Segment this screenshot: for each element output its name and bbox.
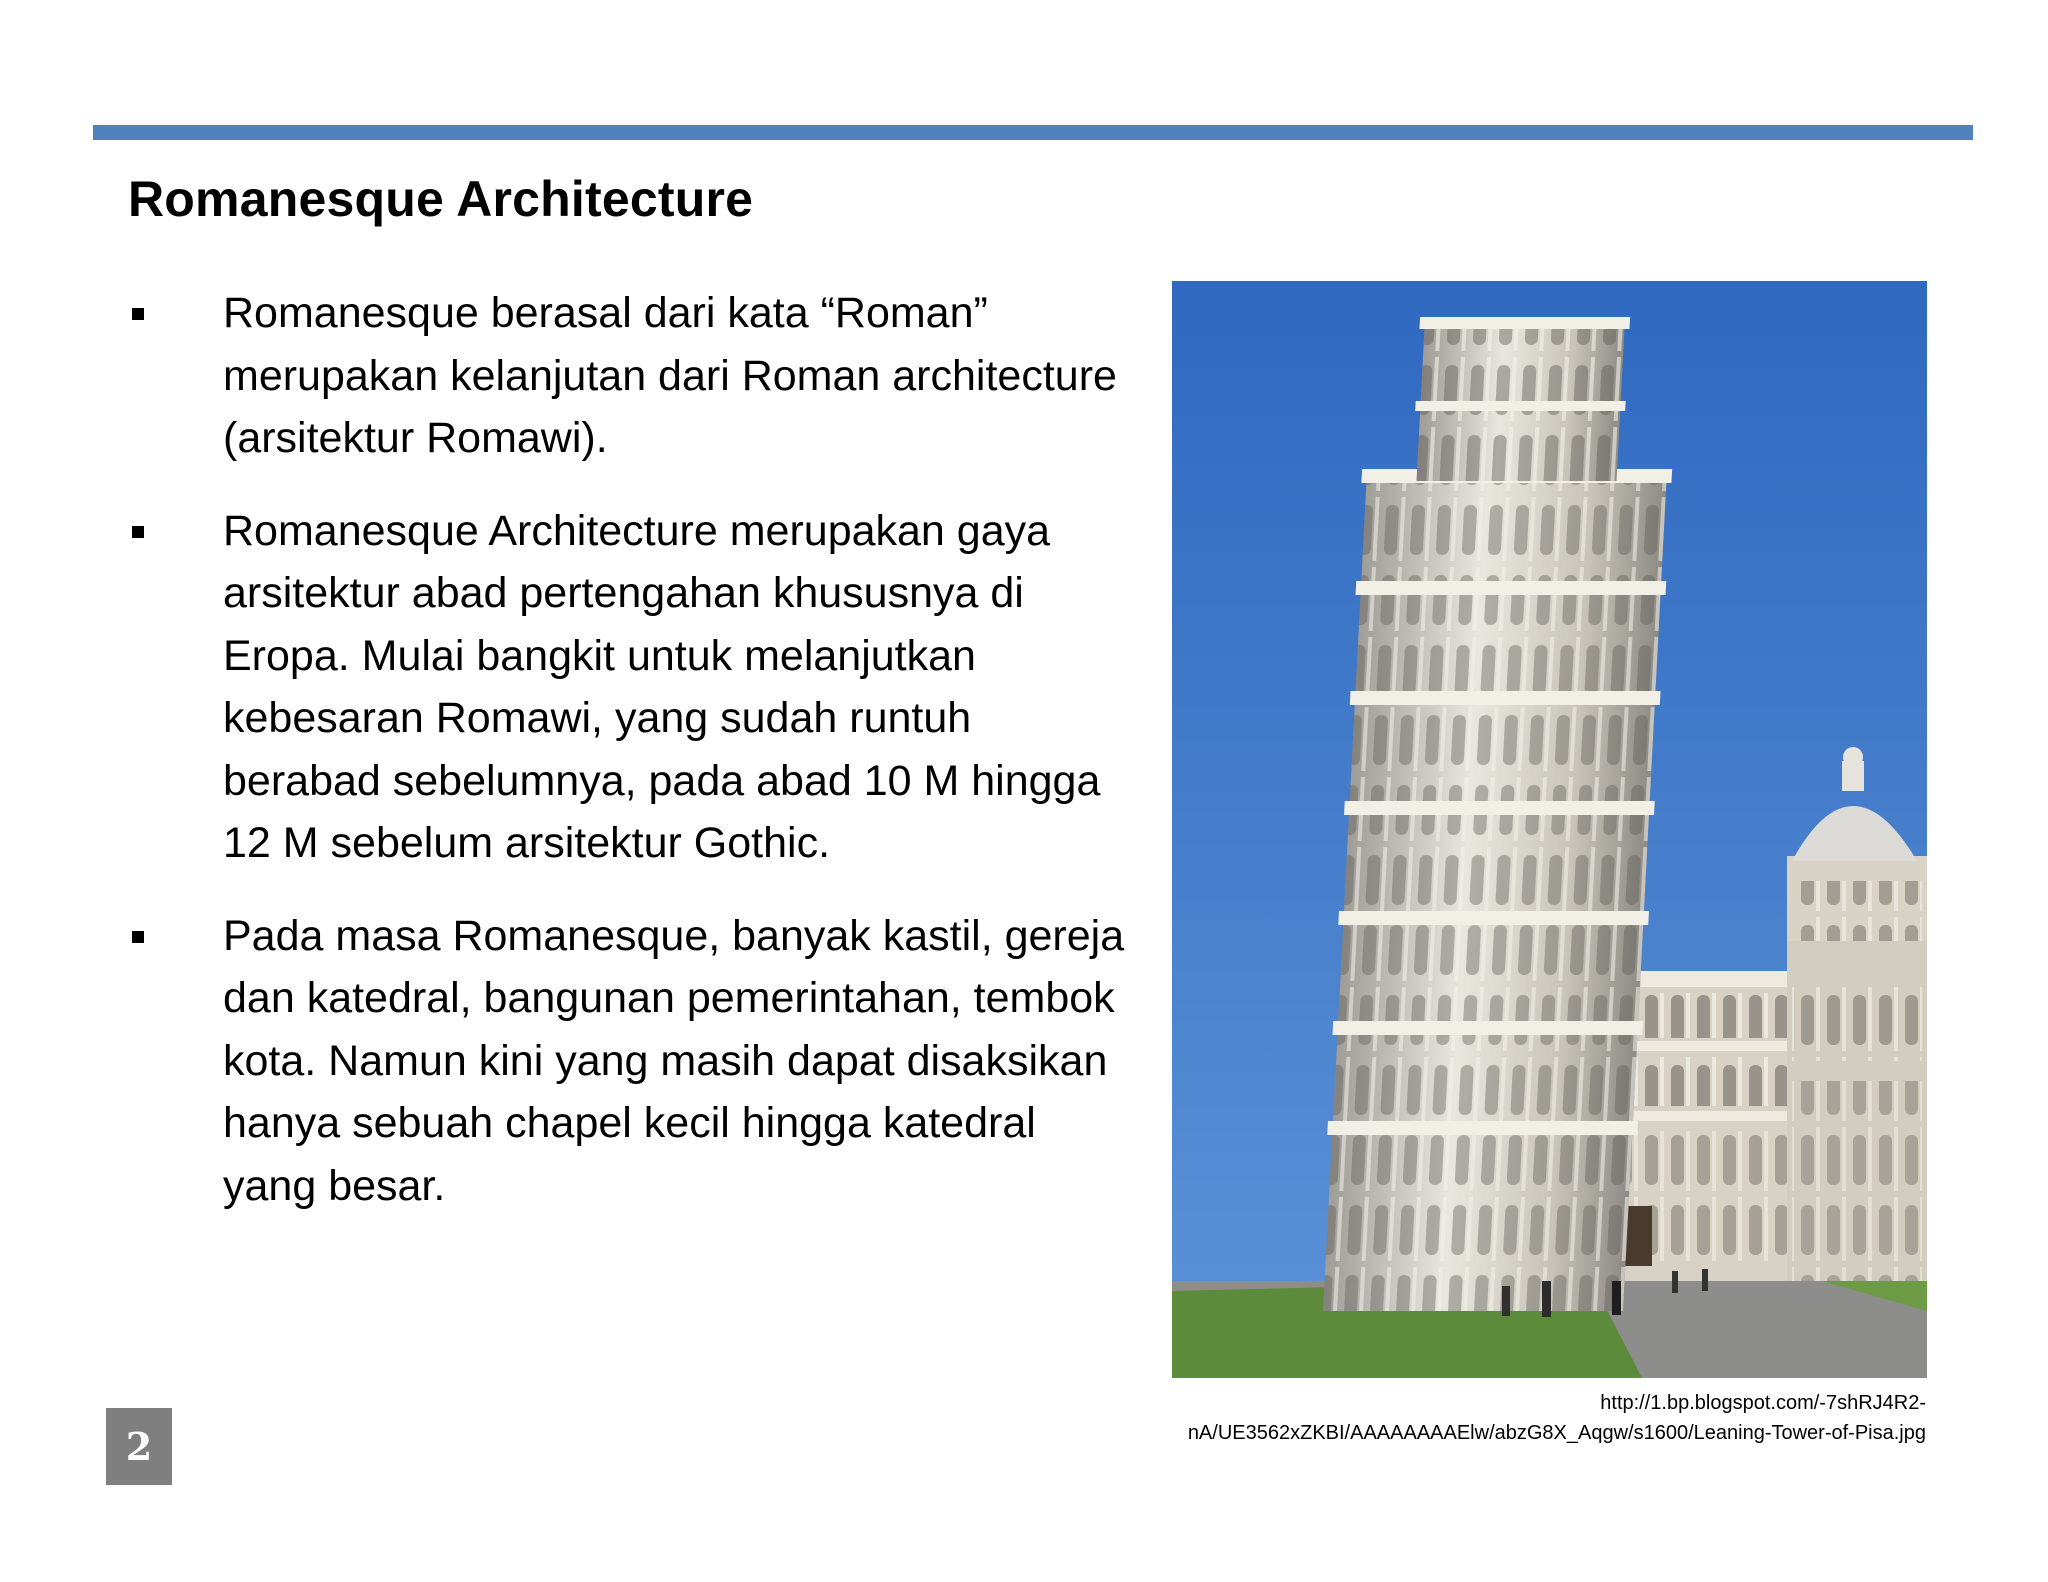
- square-bullet-icon: [132, 308, 144, 320]
- bullet-text: Pada masa Romanesque, banyak kastil, gereja dan katedral, bangunan pemerintahan, tembok kota. Namun kini yang masih dapat disaksikan hanya sebuah chapel kecil hingga katedral yang besar.: [223, 911, 1125, 1210]
- bullet-item: [128, 905, 1128, 1218]
- leaning-tower-photo: [1172, 281, 1927, 1378]
- image-source-caption: [1026, 1388, 1926, 1448]
- bullet-text: Romanesque Architecture merupakan gaya arsitektur abad pertengahan khususnya di Eropa. Mulai bangkit untuk melanjutkan kebesaran Romawi, yang sudah runtuh berabad sebelumnya, pada abad 10 M hingga 12 M sebelum arsitektur Gothic.: [223, 506, 1101, 867]
- slide-title: Romanesque Architecture: [128, 171, 754, 227]
- bullet-item: [128, 282, 1128, 470]
- top-accent-bar: [93, 125, 1973, 140]
- bullet-item: [128, 500, 1128, 875]
- page-number-badge: 2: [106, 1408, 172, 1485]
- bullet-text: Romanesque berasal dari kata “Roman” merupakan kelanjutan dari Roman architecture (arsitektur Romawi).: [223, 289, 1117, 462]
- caption-line: nA/UE3562xZKBI/AAAAAAAAElw/abzG8X_Aqgw/s1600/Leaning-Tower-of-Pisa.jpg: [1187, 1422, 1926, 1444]
- square-bullet-icon: [132, 526, 144, 538]
- square-bullet-icon: [132, 931, 144, 943]
- bullet-list: [128, 282, 1128, 1247]
- caption-line: http://1.bp.blogspot.com/-7shRJ4R2-: [1600, 1392, 1926, 1414]
